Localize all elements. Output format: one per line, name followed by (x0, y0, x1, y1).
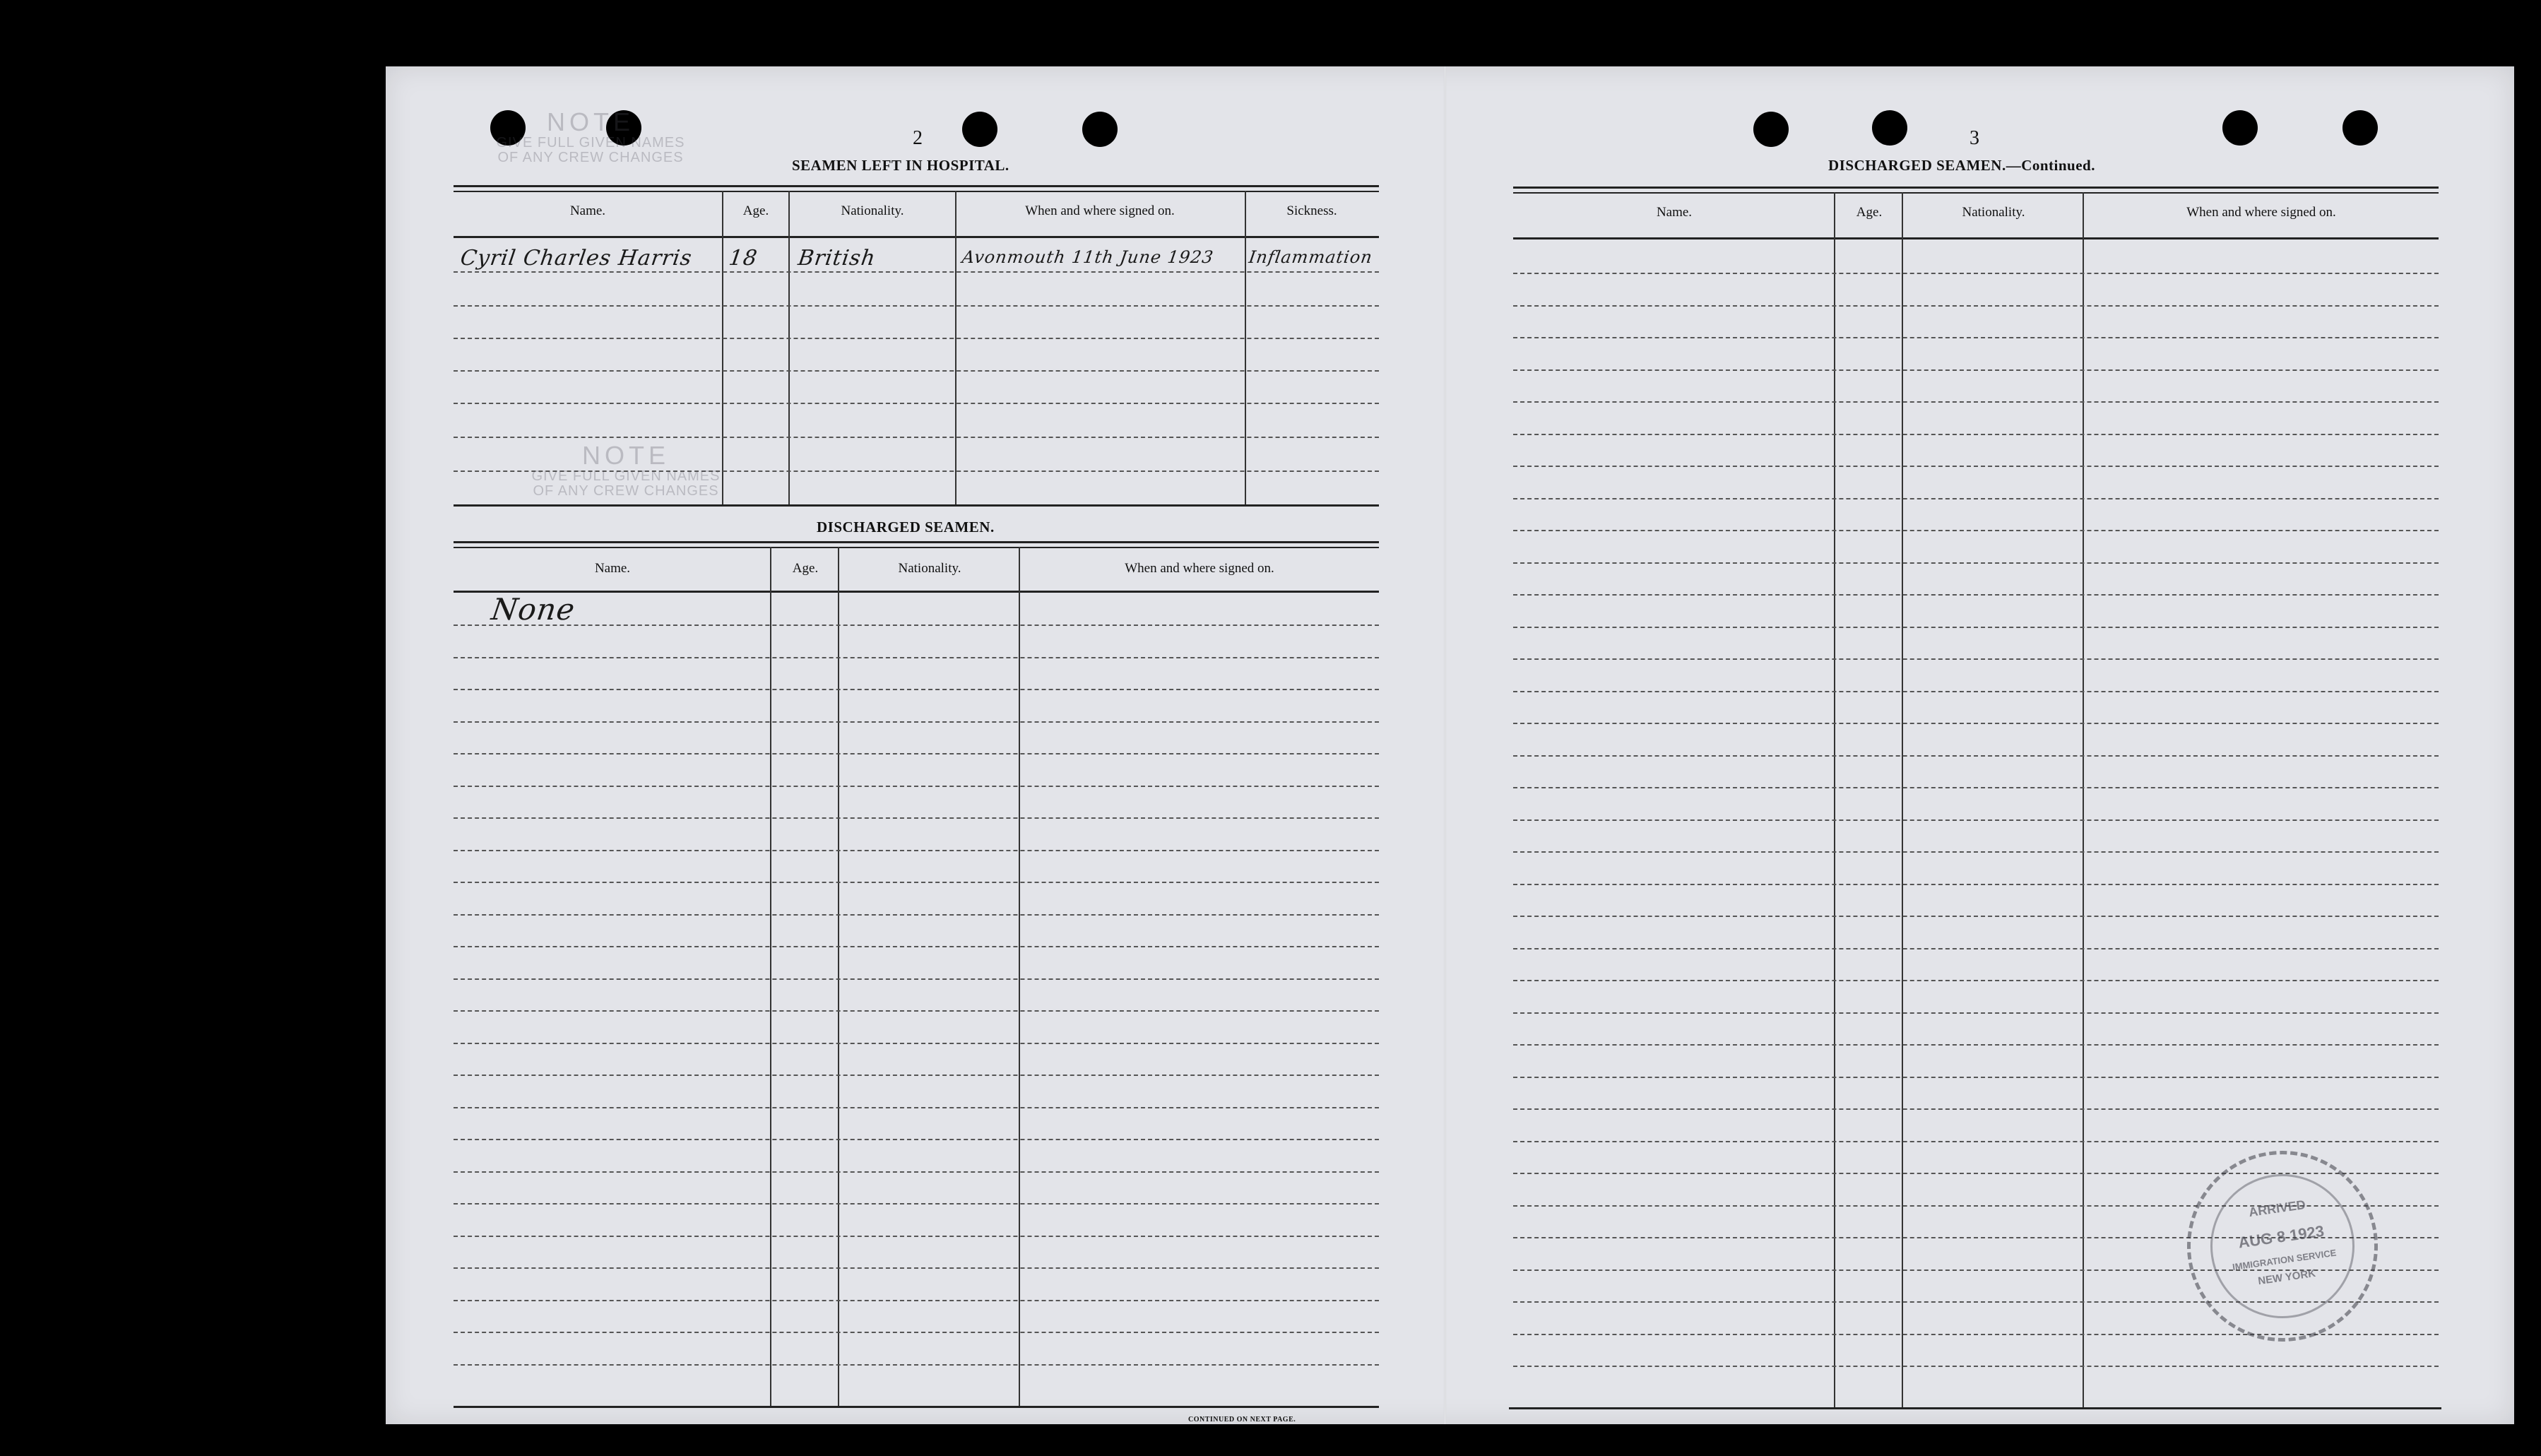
hospital-entry-sickness: Inflammation (1248, 247, 1374, 267)
ruled-line (1513, 1366, 2439, 1367)
ghost-note-stamp: NOTE GIVE FULL GIVEN NAMES OF ANY CREW CHANGES (531, 441, 721, 499)
ruled-line (1513, 1108, 2439, 1110)
manifest-sheet (386, 66, 2514, 1424)
ruled-line (1513, 498, 2439, 499)
column-header-name: Name. (594, 561, 631, 576)
ruled-line (1513, 273, 2439, 274)
ruled-line (1513, 1077, 2439, 1078)
ruled-line (1513, 337, 2439, 338)
ruled-line (454, 1171, 1379, 1173)
column-header-signed-on: When and where signed on. (2186, 205, 2336, 220)
column-header-nationality: Nationality. (1962, 205, 2025, 220)
column-header-sickness: Sickness. (1286, 203, 1337, 218)
ruled-line (1513, 948, 2439, 949)
ruled-line (454, 721, 1379, 723)
ruled-line (1513, 530, 2439, 531)
column-header-age: Age. (1856, 205, 1883, 220)
ruled-line (1513, 916, 2439, 917)
hospital-section-title: SEAMEN LEFT IN HOSPITAL. (792, 157, 1009, 174)
ruled-line (1513, 434, 2439, 435)
ruled-line (454, 657, 1379, 658)
punch-hole (2222, 110, 2258, 146)
ruled-line (1513, 980, 2439, 981)
ruled-line (454, 1364, 1379, 1366)
column-header-age: Age. (792, 561, 819, 576)
ruled-line (454, 914, 1379, 916)
column-header-signed-on: When and where signed on. (1025, 203, 1175, 218)
column-header-nationality: Nationality. (898, 561, 961, 576)
ruled-line (1513, 1141, 2439, 1142)
continued-footer: CONTINUED ON NEXT PAGE. (1188, 1416, 1296, 1424)
ruled-line (454, 850, 1379, 851)
ruled-line (1513, 723, 2439, 724)
hospital-entry-name: Cyril Charles Harris (458, 246, 694, 271)
ruled-line (454, 1043, 1379, 1044)
column-header-age: Age. (742, 203, 769, 218)
ruled-line (454, 1010, 1379, 1012)
ruled-line (454, 1236, 1379, 1237)
ruled-line (1513, 1044, 2439, 1046)
discharged-continued-title: DISCHARGED SEAMEN.—Continued. (1828, 157, 2095, 174)
ruled-line (1513, 819, 2439, 821)
column-header-signed-on: When and where signed on. (1125, 561, 1274, 576)
punch-hole (2342, 110, 2378, 146)
punch-hole (962, 112, 997, 147)
ruled-line (1513, 787, 2439, 788)
immigration-arrival-stamp: ARRIVED AUG 8 1923 IMMIGRATION SERVICE NEW YORK (2175, 1139, 2391, 1354)
ruled-line (454, 1267, 1379, 1269)
table-top-rule (454, 191, 1379, 192)
column-header-name: Name. (569, 203, 606, 218)
page-fold (1444, 66, 1446, 1424)
ruled-line (1513, 851, 2439, 853)
page-number: 2 (913, 127, 923, 149)
header-bottom-rule (454, 236, 1379, 238)
ruled-line (454, 1075, 1379, 1076)
ruled-line (454, 882, 1379, 883)
ruled-line (454, 753, 1379, 754)
ruled-line (1513, 1012, 2439, 1014)
ruled-line (1513, 594, 2439, 596)
ruled-line (454, 1300, 1379, 1301)
ruled-line (1513, 401, 2439, 403)
discharged-section-title: DISCHARGED SEAMEN. (817, 519, 995, 535)
table-top-rule (454, 185, 1379, 187)
ruled-line (454, 1139, 1379, 1140)
page-number: 3 (1970, 127, 1979, 149)
ruled-line (454, 817, 1379, 819)
ruled-line (1513, 466, 2439, 467)
hospital-entry-nationality: British (796, 246, 877, 271)
ruled-line (454, 1332, 1379, 1333)
column-header-name: Name. (1656, 205, 1693, 220)
ruled-line (1513, 691, 2439, 692)
ruled-line (1513, 627, 2439, 628)
ruled-line (454, 1107, 1379, 1108)
ruled-line (1513, 562, 2439, 564)
ruled-line (454, 625, 1379, 626)
ruled-line (1513, 305, 2439, 307)
punch-hole (1872, 110, 1907, 146)
hospital-entry-age: 18 (727, 246, 759, 271)
ghost-note-stamp: NOTE GIVE FULL GIVEN NAMES OF ANY CREW CHANGES (496, 107, 685, 165)
punch-hole (1753, 112, 1789, 147)
ruled-line (454, 689, 1379, 690)
ruled-line (1513, 755, 2439, 757)
punch-hole (1082, 112, 1118, 147)
ruled-line (1513, 884, 2439, 885)
column-header-nationality: Nationality. (841, 203, 904, 218)
ruled-line (454, 978, 1379, 980)
ruled-line (454, 786, 1379, 787)
ruled-line (1513, 369, 2439, 371)
ruled-line (454, 1203, 1379, 1205)
ruled-line (1513, 658, 2439, 660)
hospital-entry-signed-on: Avonmouth 11th June 1923 (961, 247, 1215, 267)
ruled-line (454, 946, 1379, 947)
discharged-entry-none: None (489, 592, 578, 627)
